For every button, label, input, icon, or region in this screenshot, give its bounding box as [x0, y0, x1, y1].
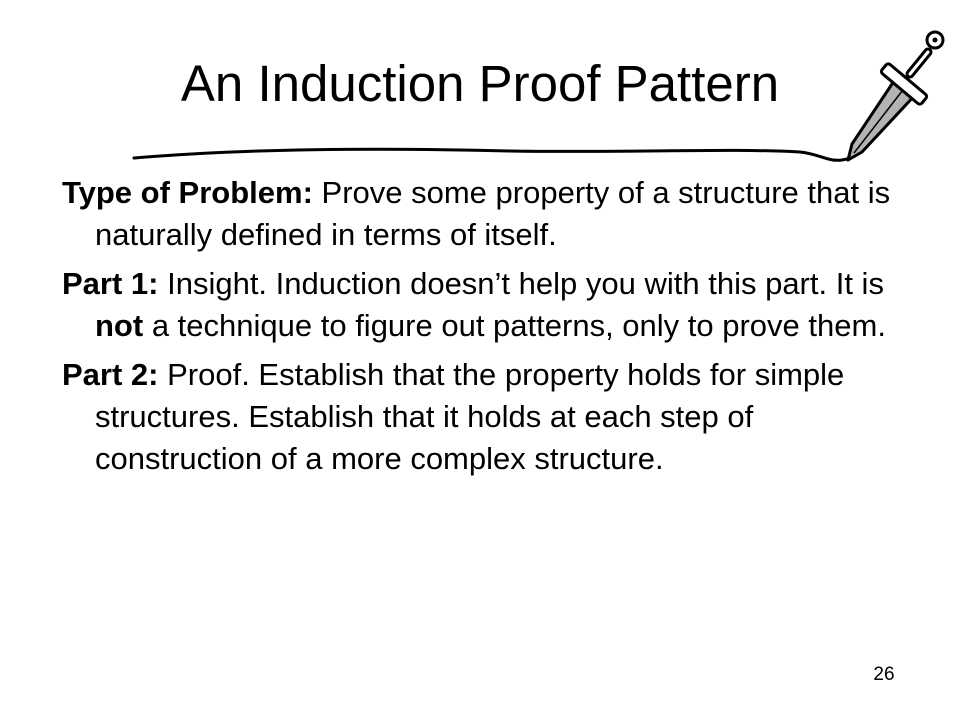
item-text: Prove some property of a structure that is naturally defined in terms of itself. [95, 175, 891, 252]
emphasis-text: not [95, 308, 144, 343]
item-text: Insight. Induction doesn’t help you with this part. It is [158, 266, 884, 301]
item-text: Proof. Establish that the property holds for simple structures. Establish that it holds at each step of construction of a more complex structure. [95, 357, 845, 476]
sword-icon [840, 14, 950, 164]
item-label: Part 2: [62, 357, 159, 392]
slide-title: An Induction Proof Pattern [180, 55, 780, 112]
item-label: Part 1: [62, 266, 159, 301]
list-item-type-of-problem [62, 172, 898, 256]
slide-content [62, 172, 898, 487]
item-label: Type of Problem: [62, 175, 313, 210]
title-underline [130, 140, 860, 170]
list-item-part-1 [62, 263, 898, 347]
item-text-continued: a technique to figure out patterns, only to prove them. [143, 308, 886, 343]
page-number: 26 [873, 664, 895, 685]
list-item-part-2 [62, 354, 898, 480]
